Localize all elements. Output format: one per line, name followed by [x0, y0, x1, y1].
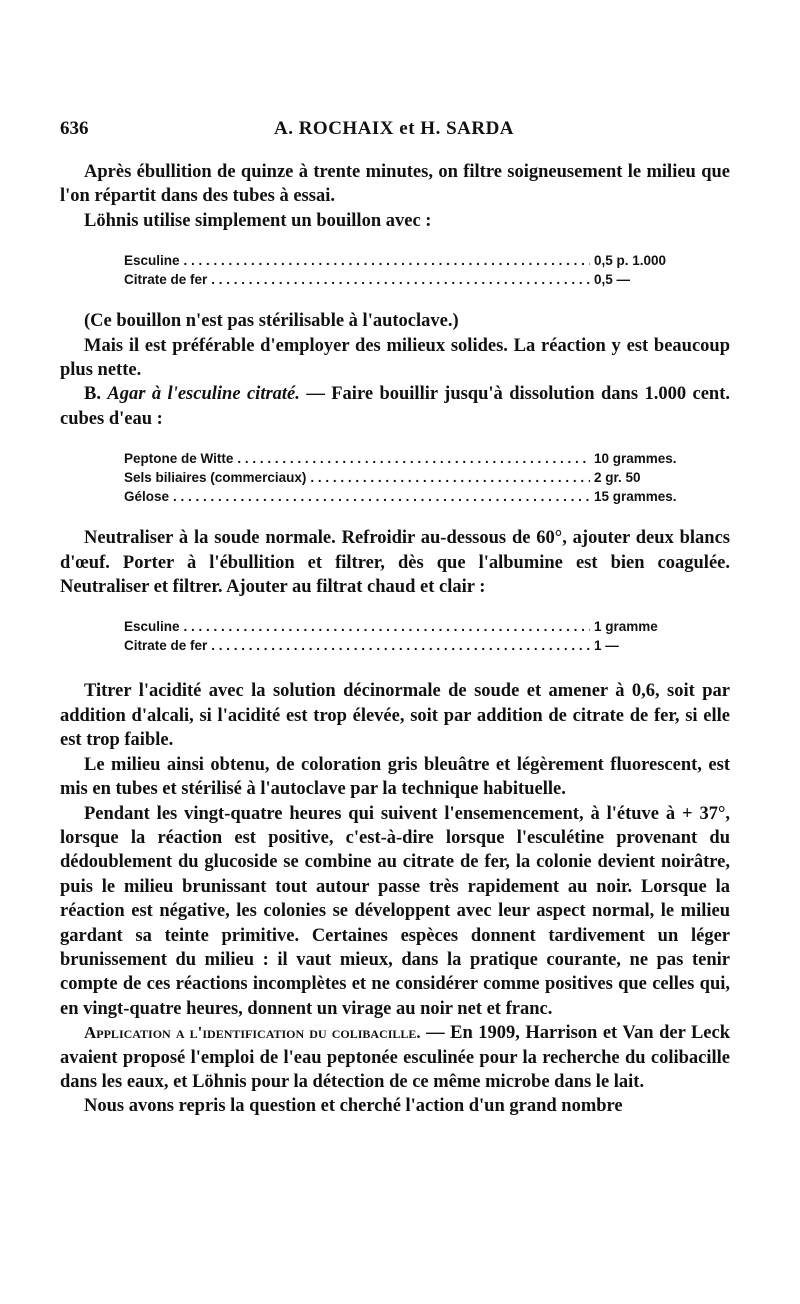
formula-row — [124, 251, 684, 270]
paragraph-3: (Ce bouillon n'est pas stérilisable à l'autoclave.) — [84, 311, 459, 332]
formula-additives — [124, 617, 684, 655]
paragraph-5 — [60, 382, 730, 431]
ingredient-quantity: 0,5 p. 1.000 — [594, 253, 667, 269]
leader-dots — [184, 251, 590, 270]
formula-row — [124, 487, 684, 506]
ingredient-name: Esculine — [124, 253, 180, 269]
formula-row — [124, 449, 684, 468]
leader-dots — [211, 270, 590, 289]
formula-row — [124, 468, 684, 487]
running-head: A. ROCHAIX et H. SARDA — [273, 118, 515, 139]
ingredient-quantity: 1 — — [594, 638, 619, 654]
ingredient-quantity: 10 grammes. — [594, 451, 677, 467]
page-header — [60, 118, 728, 144]
ingredient-name: Gélose — [124, 489, 170, 505]
formula-row — [124, 636, 684, 655]
paragraph-8: Le milieu ainsi obtenu, de coloration gris bleuâtre et légèrement fluorescent, est mis en tubes et stérilisé à l'autoclave par la technique habituelle. — [60, 754, 730, 800]
paragraph-11: Nous avons repris la question et cherché l'action d'un grand nombre — [84, 1096, 623, 1117]
formula-row — [124, 617, 684, 636]
paragraph-10 — [60, 1021, 730, 1094]
ingredient-name: Peptone de Witte — [124, 451, 234, 467]
paragraph-5-text: — Faire bouillir jusqu'à dissolution dans 1.000 cent. cubes d'eau : — [60, 384, 731, 429]
leader-dots — [211, 636, 590, 655]
ingredient-name: Esculine — [124, 619, 180, 635]
page-number: 636 — [60, 118, 89, 139]
ingredient-quantity: 15 grammes. — [594, 489, 677, 505]
section-letter: B. — [84, 384, 101, 405]
leader-dots — [237, 449, 590, 468]
paragraph-6: Neutraliser à la soude normale. Refroidir au-dessous de 60°, ajouter deux blancs d'œuf. Porter à l'ébullition et filtrer, dès que l'albumine est bien coagulée. Neutraliser et filtrer. Ajouter au filtrat chaud et clair : — [60, 528, 730, 598]
ingredient-quantity: 0,5 — — [594, 272, 631, 288]
ingredient-quantity: 1 gramme — [594, 619, 658, 635]
formula-agar — [124, 449, 684, 506]
ingredient-name: Sels biliaires (commerciaux) — [124, 470, 307, 486]
leader-dots — [310, 468, 590, 487]
leader-dots — [184, 617, 590, 636]
paragraph-2: Löhnis utilise simplement un bouillon avec : — [84, 210, 432, 231]
ingredient-name: Citrate de fer — [124, 638, 208, 654]
section-heading: Application a l'identification du colibacille. — [84, 1023, 421, 1043]
leader-dots — [173, 487, 590, 506]
paragraph-10-text: — En 1909, Harrison et Van der Leck avaient proposé l'emploi de l'eau peptonée esculinée pour la recherche du colibacille dans les eaux, et Löhnis pour la détection de ce même microbe dans le lait. — [60, 1023, 730, 1092]
paragraph-7: Titrer l'acidité avec la solution décinormale de soude et amener à 0,6, soit par addition d'alcali, si l'acidité est trop élevée, soit par addition de citrate de fer, si elle est trop faible. — [60, 681, 730, 751]
paragraph-1: Après ébullition de quinze à trente minutes, on filtre soigneusement le milieu que l'on répartit dans des tubes à essai. — [60, 162, 730, 207]
formula-bouillon — [124, 251, 684, 289]
paragraph-4: Mais il est préférable d'employer des milieux solides. La réaction y est beaucoup plus nette. — [60, 335, 730, 381]
ingredient-name: Citrate de fer — [124, 272, 208, 288]
ingredient-quantity: 2 gr. 50 — [594, 470, 641, 486]
formula-row — [124, 270, 684, 289]
section-title: Agar à l'esculine citraté. — [107, 384, 300, 405]
paragraph-9: Pendant les vingt-quatre heures qui suivent l'ensemencement, à l'étuve à + 37°, lorsque la réaction est positive, c'est-à-dire lorsque l'esculétine provenant du dédoublement du glucoside se combine au citrate de fer, la colonie devient noirâtre, puis le milieu brunissant tout autour passe très rapidement au noir. Lorsque la réaction est négative, les colonies se développent avec leur aspect normal, le milieu gardant sa teinte primitive. Certaines espèces donnent tardivement un léger brunissement du milieu : il vaut mieux, dans la pratique courante, ne pas tenir compte de ces réactions incomplètes et ne considérer comme positives que celles qui, en vingt-quatre heures, donnent un virage au noir net et franc. — [60, 803, 730, 1019]
body-text — [60, 160, 730, 1119]
